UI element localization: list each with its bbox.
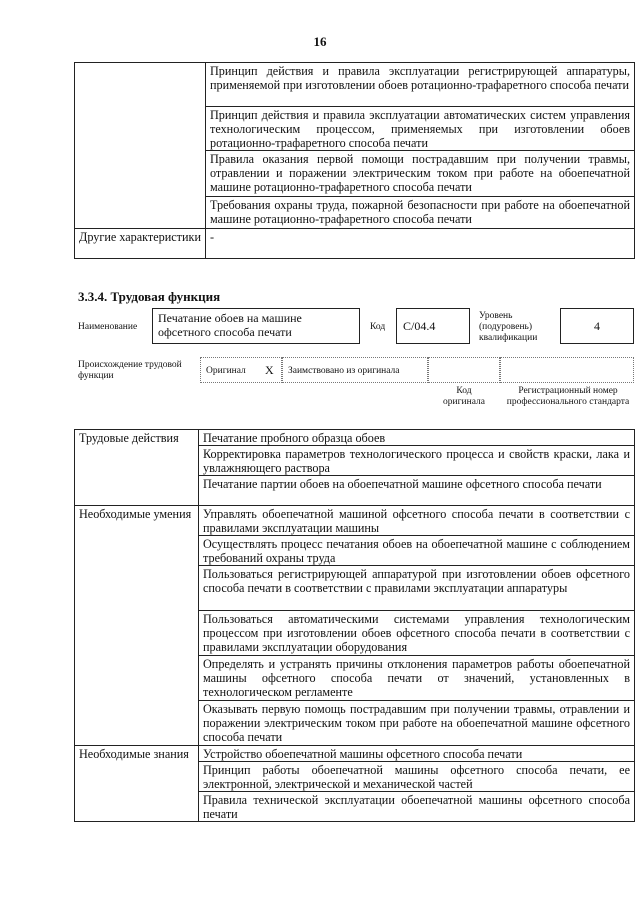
code-original-label: Код оригинала [443,386,485,407]
list-item: Оказывать первую помощь пострадавшим при получении травмы, отравлении и поражении электрическим током при работе на обоепечатной машине офсетного способа печати [199,701,635,746]
list-item: - [206,229,635,259]
list-item: Правила технической эксплуатации обоепечатной машины офсетного способа печати [199,792,635,822]
level-value: 4 [594,319,600,333]
row-label-knowledge: Необходимые знания [75,746,199,822]
table-row [75,430,635,446]
original-mark: X [265,363,274,377]
borrowed-label: Заимствовано из оригинала [288,366,400,376]
list-item: Принцип работы обоепечатной машины офсетного способа печати, ее электронной, электрической и механической частей [199,762,635,792]
reg-number-label: Регистрационный номер профессионального стандарта [506,386,630,407]
code-label: Код [370,322,386,332]
table-row [75,506,635,536]
list-item: Правила оказания первой помощи пострадавшим при получении травмы, отравлении и поражении электрическим током при работе на обоепечатной машине ротационно-трафаретного способа печати [206,151,635,197]
code-box [396,308,470,344]
original-label: Оригинал [206,366,246,376]
section-title: 3.3.4. Трудовая функция [78,289,221,304]
list-item: Пользоваться регистрирующей аппаратурой при изготовлении обоев офсетного способа печати в соответствии с правилами эксплуатации аппаратуры [199,566,635,611]
table-row [75,229,635,259]
list-item: Печатание пробного образца обоев [199,430,635,446]
list-item: Принцип действия и правила эксплуатации регистрирующей аппаратуры, применяемой при изготовлении обоев ротационно-трафаретного способа печати [206,63,635,107]
row-label [75,63,206,229]
page-number: 16 [313,34,327,49]
list-item: Печатание партии обоев на обоепечатной машине офсетного способа печати [199,476,635,506]
list-item: Управлять обоепечатной машиной офсетного способа печати в соответствии с правилами эксплуатации машины [199,506,635,536]
top-table [74,62,635,259]
origin-label: Происхождение трудовой функции [78,360,182,381]
list-item: Определять и устранять причины отклонения параметров работы обоепечатной машины офсетного способа печати от значений, установленных в технологическом регламенте [199,656,635,701]
reg-number-cell [500,357,634,383]
list-item: Корректировка параметров технологического процесса и свойств краски, лака и увлажняющего раствора [199,446,635,476]
name-label: Наименование [78,322,138,332]
list-item: Осуществлять процесс печатания обоев на обоепечатной машине с соблюдением требований охраны труда [199,536,635,566]
row-label-labor-actions: Трудовые действия [75,430,199,506]
name-box [152,308,360,344]
list-item: Пользоваться автоматическими системами управления технологическим процессом при изготовлении обоев офсетного способа печати в соответствии с правилами эксплуатации оборудования [199,611,635,656]
list-item: Устройство обоепечатной машины офсетного способа печати [199,746,635,762]
list-item: Требования охраны труда, пожарной безопасности при работе на обоепечатной машине ротационно-трафаретного способа печати [206,197,635,229]
row-label-skills: Необходимые умения [75,506,199,746]
list-item: Принцип действия и правила эксплуатации автоматических систем управления технологическим процессом, применяемых при изготовлении обоев ротационно-трафаретного способа печати [206,107,635,151]
level-label: Уровень (подуровень) квалификации [479,311,538,343]
table-row [75,63,635,107]
code-value: C/04.4 [403,319,436,333]
row-label-other: Другие характеристики [75,229,206,259]
code-original-cell [428,357,500,383]
level-box [560,308,634,344]
table-row [75,746,635,762]
name-value: Печатание обоев на машине офсетного способа печати [158,311,302,339]
main-table [74,429,635,822]
